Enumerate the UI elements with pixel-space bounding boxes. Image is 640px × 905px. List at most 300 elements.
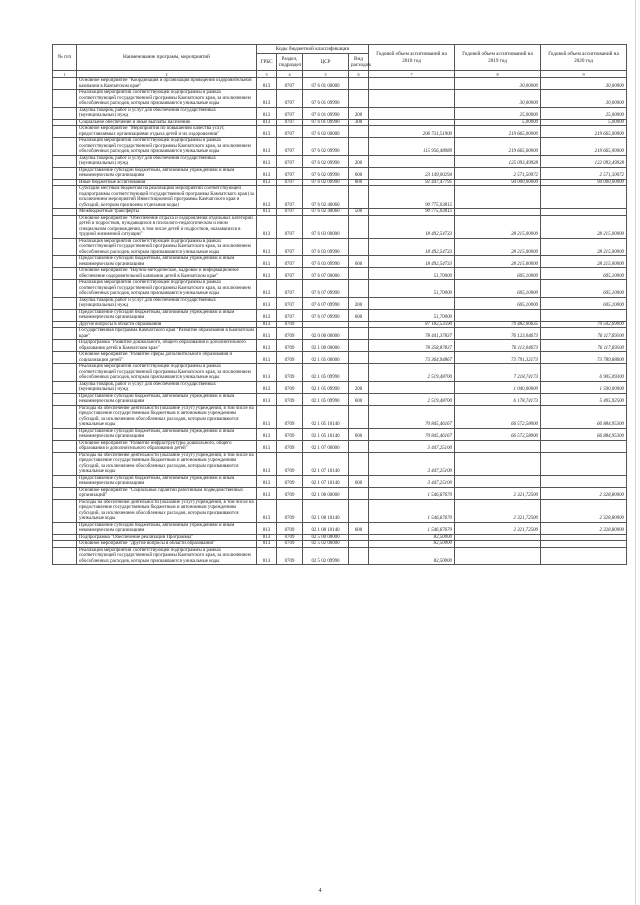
row-2019-cell: 28 215,00000 [455,238,541,256]
table-row [53,107,627,119]
row-grbs-cell: 813 [257,428,277,440]
row-grbs-cell: 813 [257,215,277,238]
row-vr-cell: 600 [349,309,369,321]
row-2018-cell: 87 182,53590 [369,321,455,328]
row-2020-cell: 605,10000 [541,268,627,280]
row-number-cell [53,452,77,475]
row-2019-cell: 5,00000 [455,119,541,126]
row-2020-cell: 66 884,95300 [541,405,627,428]
row-2019-cell: 30,00000 [455,90,541,108]
row-2018-cell [369,90,455,108]
row-name-cell: Закупка товаров, работ и услуг для обеспечения государственных (муниципальных) нужд [77,381,257,393]
column-index: 5 [303,71,349,78]
row-razdel-cell: 0707 [277,256,303,268]
row-number-cell [53,440,77,452]
row-2019-cell: 125 093,49928 [455,155,541,167]
row-grbs-cell: 813 [257,209,277,216]
row-name-cell: Иные бюджетные ассигнования [77,179,257,186]
row-2018-cell: 51,70000 [369,280,455,298]
row-grbs-cell: 813 [257,90,277,108]
row-2020-cell: 219 665,00000 [541,138,627,156]
row-csr-cell: 02 1 08 10140 [303,522,349,534]
row-razdel-cell: 0709 [277,381,303,393]
row-razdel-cell: 0707 [277,297,303,309]
row-vr-cell [349,340,369,352]
row-razdel-cell: 0709 [277,475,303,487]
row-csr-cell: 02 5 02 09990 [303,547,349,565]
row-2020-cell [541,452,627,475]
table-row [53,352,627,364]
row-csr-cell: 07 6 07 09990 [303,309,349,321]
row-2018-cell: 1 546,67670 [369,522,455,534]
row-csr-cell: 02 5 00 00000 [303,534,349,541]
row-name-cell: Реализация мероприятий соответствующей подпрограммы в рамках соответствующей государственной программы Камчатского края, за исключением обособленных расходов, которым присваиваются уникальные коды [77,364,257,382]
row-csr-cell: 02 1 07 10140 [303,475,349,487]
row-csr-cell: 02 1 08 10140 [303,499,349,522]
row-number-cell [53,393,77,405]
row-csr-cell: 07 6 03 00000 [303,215,349,238]
header-name: Наименование программ, мероприятий [77,45,257,71]
row-name-cell: Предоставление субсидий бюджетным, автономным учреждениям и иным некоммерческим организациям [77,393,257,405]
row-name-cell: Закупка товаров, работ и услуг для обеспечения государственных (муниципальных) нужд [77,107,257,119]
row-grbs-cell: 813 [257,167,277,179]
row-grbs-cell: 813 [257,309,277,321]
row-csr-cell: 07 6 02 09990 [303,155,349,167]
row-2018-cell: 51,70000 [369,268,455,280]
row-number-cell [53,340,77,352]
row-razdel-cell: 0707 [277,107,303,119]
row-2018-cell: 78 358,87837 [369,340,455,352]
table-row [53,364,627,382]
row-2020-cell: 76 117,69500 [541,340,627,352]
row-razdel-cell: 0709 [277,321,303,328]
row-2018-cell [369,155,455,167]
row-number-cell [53,238,77,256]
row-vr-cell [349,215,369,238]
row-grbs-cell: 813 [257,547,277,565]
row-2019-cell: 7 218,74173 [455,364,541,382]
row-grbs-cell: 813 [257,321,277,328]
row-2020-cell: 94 000,00000 [541,179,627,186]
row-vr-cell: 200 [349,297,369,309]
table-row [53,475,627,487]
row-2019-cell: 76 123,04673 [455,328,541,340]
row-2018-cell: 90 775,03815 [369,186,455,209]
table-row [53,126,627,138]
row-2019-cell [455,309,541,321]
row-number-cell [53,328,77,340]
row-2018-cell: 206 731,51900 [369,126,455,138]
row-name-cell: Предоставление субсидий бюджетным, автономным учреждениям и иным некоммерческим организациям [77,475,257,487]
row-grbs-cell: 813 [257,499,277,522]
row-number-cell [53,297,77,309]
row-grbs-cell: 813 [257,381,277,393]
table-row [53,78,627,90]
row-vr-cell: 600 [349,256,369,268]
row-2020-cell: 73 789,88600 [541,352,627,364]
header-2019: Годовой объем ассигнований на 2019 год [455,45,541,71]
row-number-cell [53,487,77,499]
row-name-cell: Социальное обеспечение и иные выплаты населению [77,119,257,126]
row-vr-cell [349,452,369,475]
row-2018-cell: 2 519,48700 [369,364,455,382]
row-vr-cell [349,238,369,256]
row-number-cell [53,256,77,268]
row-grbs-cell: 813 [257,534,277,541]
row-2020-cell: 2 328,80000 [541,499,627,522]
row-2019-cell: 28 215,00000 [455,256,541,268]
row-razdel-cell: 0709 [277,547,303,565]
row-2019-cell [455,475,541,487]
row-2020-cell: 219 665,00000 [541,126,627,138]
row-2020-cell: 1 500,00000 [541,381,627,393]
row-grbs-cell: 813 [257,280,277,298]
table-row [53,499,627,522]
row-vr-cell [349,280,369,298]
row-2019-cell: 66 572,58000 [455,405,541,428]
row-grbs-cell: 813 [257,522,277,534]
row-vr-cell: 600 [349,475,369,487]
row-vr-cell [349,440,369,452]
row-csr-cell: 02 1 07 00000 [303,440,349,452]
row-vr-cell: 200 [349,155,369,167]
table-row [53,547,627,565]
table-row [53,309,627,321]
row-vr-cell: 300 [349,119,369,126]
row-razdel-cell: 0707 [277,309,303,321]
row-razdel-cell: 0707 [277,119,303,126]
row-name-cell: Другие вопросы в области образования [77,321,257,328]
table-row [53,487,627,499]
row-2018-cell: 3 447,25100 [369,475,455,487]
row-2020-cell: 28 215,00000 [541,215,627,238]
row-grbs-cell: 813 [257,179,277,186]
row-2020-cell: 79 502,69000 [541,321,627,328]
row-csr-cell: 02 1 00 00000 [303,340,349,352]
row-2019-cell: 1 040,00000 [455,381,541,393]
row-csr-cell: 07 6 02 09990 [303,138,349,156]
row-number-cell [53,268,77,280]
row-razdel-cell: 0709 [277,440,303,452]
table-row [53,268,627,280]
row-2018-cell: 82,50000 [369,547,455,565]
table-row [53,297,627,309]
row-name-cell: Субсидии местным бюджетам на реализацию мероприятий соответствующей подпрограммы соответствующей государственной программы Камчатского края (за исключением мероприятий Инвестиционной программы Камчатского края и субсидий, которым присвоены отдельные коды) [77,186,257,209]
row-razdel-cell: 0707 [277,179,303,186]
row-grbs-cell: 813 [257,541,277,548]
row-grbs-cell: 813 [257,440,277,452]
row-number-cell [53,309,77,321]
row-2018-cell: 2 519,48700 [369,393,455,405]
page-number: 4 [318,888,322,894]
row-grbs-cell: 813 [257,78,277,90]
row-grbs-cell: 813 [257,393,277,405]
row-vr-cell: 600 [349,167,369,179]
scan-edge [635,0,636,905]
column-index: 1 [53,71,77,78]
row-2018-cell: 3 447,25100 [369,440,455,452]
row-2020-cell: 25,00000 [541,107,627,119]
row-number-cell [53,215,77,238]
row-2020-cell [541,309,627,321]
row-razdel-cell: 0709 [277,364,303,382]
header-csr: ЦСР [303,54,349,71]
row-csr-cell: 07 6 02 00000 [303,126,349,138]
row-name-cell: Государственная программа Камчатского края "Развитие образования в Камчатском крае" [77,328,257,340]
row-number-cell [53,90,77,108]
row-vr-cell [349,499,369,522]
row-number-cell [53,280,77,298]
row-name-cell: Закупка товаров, работ и услуг для обеспечения государственных (муниципальных) нужд [77,155,257,167]
row-vr-cell [349,138,369,156]
row-2019-cell: 30,00000 [455,78,541,90]
row-2018-cell: 70 845,46167 [369,405,455,428]
row-2020-cell: 605,10000 [541,280,627,298]
row-razdel-cell: 0709 [277,405,303,428]
row-vr-cell [349,405,369,428]
row-razdel-cell: 0707 [277,209,303,216]
row-2019-cell [455,547,541,565]
row-2018-cell: 18 492,54733 [369,256,455,268]
row-csr-cell: 07 6 07 00000 [303,268,349,280]
row-2018-cell: 82,50000 [369,541,455,548]
row-vr-cell [349,268,369,280]
table-row [53,90,627,108]
row-grbs-cell: 813 [257,340,277,352]
column-index: 3 [257,71,277,78]
column-index: 6 [349,71,369,78]
row-name-cell: Предоставление субсидий бюджетным, автономным учреждениям и иным некоммерческим организациям [77,167,257,179]
row-grbs-cell: 813 [257,107,277,119]
row-name-cell: Реализация мероприятий соответствующей подпрограммы в рамках соответствующей государственной программы Камчатского края, за исключением обособленных расходов, которым присваиваются уникальные коды [77,90,257,108]
row-vr-cell [349,547,369,565]
row-grbs-cell: 813 [257,238,277,256]
row-csr-cell: 02 5 02 00000 [303,541,349,548]
row-2020-cell: 6 905,09300 [541,364,627,382]
header-vr: Вид расходов [349,54,369,71]
row-name-cell: Предоставление субсидий бюджетным, автономным учреждениям и иным некоммерческим организациям [77,522,257,534]
row-name-cell: Основное мероприятие "Обеспечение отдыха и оздоровления отдельных категорий детей и подростков, нуждающихся в психолого-педагогическом и ином специальном сопровождении, в том числе детей и подростков, оказавшихся в трудной жизненной ситуации" [77,215,257,238]
row-2020-cell: 30,00000 [541,90,627,108]
row-vr-cell [349,90,369,108]
row-grbs-cell: 813 [257,297,277,309]
row-2020-cell [541,547,627,565]
column-index: 2 [77,71,257,78]
table-row [53,440,627,452]
row-grbs-cell: 813 [257,186,277,209]
row-vr-cell: 600 [349,393,369,405]
row-razdel-cell: 0709 [277,428,303,440]
row-2019-cell: 2 571,50072 [455,167,541,179]
row-csr-cell: 02 1 05 10140 [303,405,349,428]
row-2019-cell: 2 321,72500 [455,499,541,522]
row-2018-cell: 18 492,54733 [369,238,455,256]
row-vr-cell [349,126,369,138]
row-grbs-cell: 813 [257,256,277,268]
table-row [53,405,627,428]
header-no: № п/п [53,45,77,71]
row-2019-cell [455,452,541,475]
row-number-cell [53,475,77,487]
header-grbs: ГРБС [257,54,277,71]
row-razdel-cell: 0707 [277,215,303,238]
row-2018-cell: 1 546,67670 [369,499,455,522]
row-2019-cell: 76 113,04673 [455,340,541,352]
row-2020-cell: 28 215,00000 [541,256,627,268]
row-2020-cell [541,186,627,209]
row-name-cell: Расходы на обеспечение деятельности (оказание услуг) учреждений, в том числе на предоставление государственным бюджетным и автономным учреждениям субсидий, за исключением обособленных расходов, которым присваиваются уникальные коды [77,452,257,475]
row-name-cell: Реализация мероприятий соответствующей подпрограммы в рамках соответствующей государственной программы Камчатского края, за исключением обособленных расходов, которым присваиваются уникальные коды [77,547,257,565]
table-row [53,428,627,440]
row-2019-cell: 28 215,00000 [455,215,541,238]
row-name-cell: Реализация мероприятий соответствующей подпрограммы в рамках соответствующей государственной программы Камчатского края, за исключением обособленных расходов, которым присваиваются уникальные коды [77,238,257,256]
table-row [53,381,627,393]
row-2019-cell: 6 178,74173 [455,393,541,405]
row-csr-cell: 02 0 00 00000 [303,328,349,340]
row-2018-cell: 18 492,54733 [369,215,455,238]
row-number-cell [53,522,77,534]
row-2018-cell: 92 447,47795 [369,179,455,186]
row-vr-cell: 600 [349,428,369,440]
row-2020-cell: 2 328,80000 [541,522,627,534]
row-csr-cell: 07 6 02 40060 [303,186,349,209]
row-vr-cell [349,364,369,382]
row-name-cell: Предоставление субсидий бюджетным, автономным учреждениям и иным некоммерческим организациям [77,428,257,440]
row-name-cell: Реализация мероприятий соответствующей подпрограммы в рамках соответствующей государственной программы Камчатского края, за исключением обособленных расходов, которым присваиваются уникальные коды [77,280,257,298]
row-2018-cell [369,107,455,119]
row-2019-cell: 2 321,72500 [455,487,541,499]
row-number-cell [53,428,77,440]
row-vr-cell: 500 [349,209,369,216]
row-grbs-cell: 813 [257,405,277,428]
row-grbs-cell: 813 [257,119,277,126]
row-name-cell: Предоставление субсидий бюджетным, автономным учреждениям и иным некоммерческим организациям [77,309,257,321]
row-name-cell: Предоставление субсидий бюджетным, автономным учреждениям и иным некоммерческим организациям [77,256,257,268]
table-row [53,138,627,156]
row-razdel-cell: 0709 [277,328,303,340]
row-2020-cell: 66 884,95300 [541,428,627,440]
row-2018-cell [369,78,455,90]
header-2018: Годовой объем ассигнований на 2018 год [369,45,455,71]
row-name-cell: Основное мероприятие "Координация и организация проведения оздоровительной кампании в Камчатском крае" [77,78,257,90]
row-2019-cell: 66 572,58000 [455,428,541,440]
row-csr-cell: 07 6 03 09990 [303,256,349,268]
row-name-cell: Основное мероприятие "Развитие инфраструктуры дошкольного, общего образования и дополнительного образования детей" [77,440,257,452]
row-csr-cell: 07 6 01 09990 [303,90,349,108]
row-2019-cell: 605,10000 [455,268,541,280]
row-name-cell: Основное мероприятие "Научно-методическое, кадровое и информационное обеспечение оздоровительной кампании детей в Камчатском крае" [77,268,257,280]
row-number-cell [53,499,77,522]
row-2020-cell: 605,10000 [541,297,627,309]
row-2020-cell: 30,00000 [541,78,627,90]
row-razdel-cell: 0707 [277,138,303,156]
row-2018-cell: 82,50000 [369,534,455,541]
row-razdel-cell: 0709 [277,352,303,364]
row-2020-cell: 122 093,49928 [541,155,627,167]
table-row [53,452,627,475]
row-name-cell: Закупка товаров, работ и услуг для обеспечения государственных (муниципальных) нужд [77,297,257,309]
row-csr-cell: 07 6 01 09990 [303,119,349,126]
row-name-cell: Расходы на обеспечение деятельности (оказание услуг) учреждений, в том числе на предоставление государственным бюджетным и автономным учреждениям субсидий, за исключением обособленных расходов, которым присваиваются уникальные коды [77,405,257,428]
row-csr-cell: 07 6 01 00000 [303,78,349,90]
row-number-cell [53,547,77,565]
row-2018-cell: 90 775,03815 [369,209,455,216]
row-number-cell [53,78,77,90]
row-grbs-cell: 813 [257,487,277,499]
row-2019-cell: 73 791,32173 [455,352,541,364]
row-vr-cell [349,352,369,364]
row-2019-cell: 25,00000 [455,107,541,119]
row-2020-cell: 5,00000 [541,119,627,126]
row-csr-cell: 02 1 05 09990 [303,364,349,382]
row-csr-cell: 07 6 03 09990 [303,238,349,256]
row-grbs-cell: 813 [257,364,277,382]
row-csr-cell: 07 6 07 09990 [303,297,349,309]
row-razdel-cell: 0707 [277,186,303,209]
row-number-cell [53,107,77,119]
row-2018-cell: 78 441,37837 [369,328,455,340]
row-2018-cell [369,297,455,309]
row-razdel-cell: 0707 [277,155,303,167]
row-razdel-cell: 0707 [277,268,303,280]
column-index: 9 [541,71,627,78]
row-razdel-cell: 0707 [277,167,303,179]
row-number-cell [53,126,77,138]
header-codes-group: Коды бюджетной классификации [257,45,369,54]
row-2018-cell: 1 546,67670 [369,487,455,499]
column-index-row [53,71,627,78]
row-vr-cell: 600 [349,522,369,534]
row-csr-cell: 02 1 05 00000 [303,352,349,364]
row-name-cell: Межбюджетные трансферты [77,209,257,216]
row-razdel-cell: 0709 [277,487,303,499]
row-number-cell [53,186,77,209]
column-index: 4 [277,71,303,78]
row-vr-cell: 200 [349,381,369,393]
row-name-cell: Основное мероприятие "Другие вопросы в области образования" [77,541,257,548]
row-razdel-cell: 0709 [277,340,303,352]
header-razdel: Раздел, подраздел [277,54,303,71]
row-2018-cell: 115 956,48089 [369,138,455,156]
column-index: 8 [455,71,541,78]
row-2018-cell: 23 149,00294 [369,167,455,179]
row-csr-cell: 07 6 02 40060 [303,209,349,216]
row-name-cell: Расходы на обеспечение деятельности (оказание услуг) учреждений, в том числе на предоставление государственным бюджетным и автономным учреждениям субсидий, за исключением обособленных расходов, которым присваиваются уникальные коды [77,499,257,522]
row-2018-cell: 73 364,94867 [369,352,455,364]
row-2018-cell: 70 845,46167 [369,428,455,440]
table-row [53,328,627,340]
row-vr-cell [349,78,369,90]
row-2019-cell: 219 665,00000 [455,138,541,156]
row-grbs-cell: 813 [257,475,277,487]
row-grbs-cell: 813 [257,155,277,167]
row-vr-cell: 800 [349,179,369,186]
row-razdel-cell: 0707 [277,90,303,108]
row-name-cell: Подпрограмма "Развитие дошкольного, общего образования и дополнительного образования детей в Камчатском крае" [77,340,257,352]
row-2019-cell: 2 321,72500 [455,522,541,534]
row-razdel-cell: 0707 [277,280,303,298]
row-razdel-cell: 0709 [277,534,303,541]
row-number-cell [53,167,77,179]
row-2018-cell: 51,70000 [369,309,455,321]
budget-table [52,44,627,565]
row-csr-cell: 07 6 07 09990 [303,280,349,298]
table-row [53,280,627,298]
table-row [53,522,627,534]
row-2018-cell [369,381,455,393]
table-row [53,256,627,268]
table-row [53,393,627,405]
